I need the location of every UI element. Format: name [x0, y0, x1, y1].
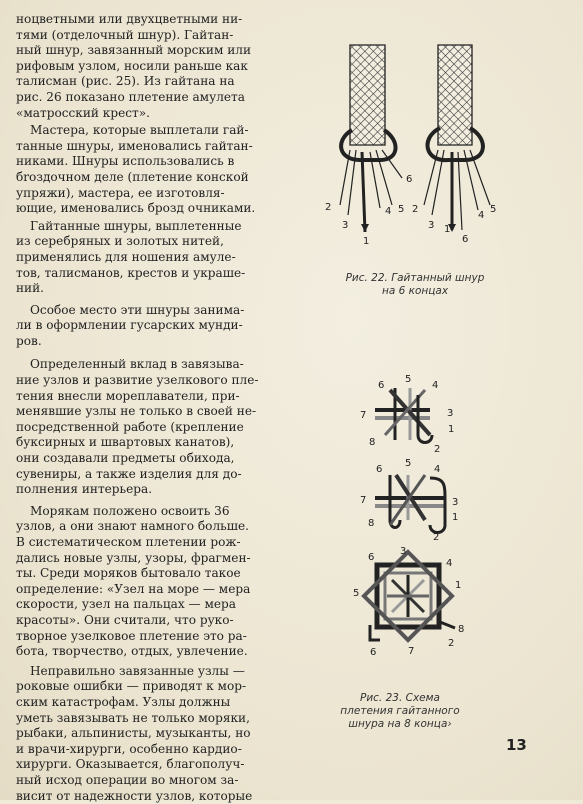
- figure-label: 8: [369, 437, 375, 448]
- text-line: бота, творчество, отдых, увлечение.: [16, 644, 271, 660]
- text-line: роковые ошибки — приводят к мор-: [16, 679, 271, 695]
- text-line: ющие, именовались брозд очниками.: [16, 201, 271, 217]
- figure-22-caption-line-2: на 6 концах: [330, 285, 500, 298]
- text-line: В систематическом плетении рож-: [16, 535, 271, 551]
- figure-22-left-labels: [325, 174, 412, 247]
- figure-label: 3: [342, 220, 348, 231]
- text-line: Морякам положено освоить 36: [16, 504, 271, 520]
- text-line: хирурги. Оказывается, благополуч-: [16, 757, 271, 773]
- figure-label: 7: [360, 410, 366, 421]
- text-line: Неправильно завязанные узлы —: [16, 664, 271, 680]
- text-line: ный исход операции во многом за-: [16, 773, 271, 789]
- figure-23-step-1-labels: [360, 374, 454, 455]
- text-line: ским катастрофам. Узлы должны: [16, 695, 271, 711]
- text-line: упряжи), мастера, ее изготовля-: [16, 186, 271, 202]
- text-line: уметь завязывать не только моряки,: [16, 711, 271, 727]
- figure-label: 5: [405, 374, 411, 385]
- figure-label: 5: [405, 458, 411, 469]
- text-line: сувениры, а также изделия для до-: [16, 467, 271, 483]
- figure-23-caption-line-3: шнура на 8 конца›: [330, 718, 470, 731]
- figure-22-right-cord: [424, 45, 490, 232]
- figure-label: 6: [378, 380, 384, 391]
- text-line: дались новые узлы, узоры, фрагмен-: [16, 551, 271, 567]
- text-line: буксирных и швартовых канатов),: [16, 435, 271, 451]
- figure-label: 2: [448, 638, 454, 649]
- figure-22-caption-line-1: Рис. 22. Гайтанный шнур: [330, 272, 500, 285]
- figure-label: 1: [452, 512, 458, 523]
- figure-label: 4: [432, 380, 438, 391]
- text-line: Определенный вклад в завязыва-: [16, 357, 271, 373]
- figure-22-caption: [330, 272, 500, 298]
- text-line: ний.: [16, 281, 271, 297]
- figure-label: 4: [446, 558, 452, 569]
- figure-label: 6: [370, 647, 376, 658]
- figure-label: 5: [490, 204, 496, 215]
- figure-label: 7: [360, 495, 366, 506]
- figure-23-step-3: [364, 552, 455, 640]
- text-line: Мастера, которые выплетали гай-: [16, 123, 271, 139]
- text-line: ный шнур, завязанный морским или: [16, 43, 271, 59]
- figure-label: 3: [428, 220, 434, 231]
- text-line: бroздочном деле (плетение конской: [16, 170, 271, 186]
- figure-label: 2: [412, 204, 418, 215]
- figure-label: 3: [400, 546, 406, 557]
- text-line: Особое место эти шнуры занима-: [16, 303, 271, 319]
- figure-label: 8: [458, 624, 464, 635]
- text-line: менявшие узлы не только в своей не-: [16, 404, 271, 420]
- figure-label: 1: [363, 236, 369, 247]
- text-line: висит от надежности узлов, которые: [16, 789, 271, 804]
- figure-label: 4: [478, 210, 484, 221]
- text-line: Гайтанные шнуры, выплетенные: [16, 219, 271, 235]
- text-line: из серебряных и золотых нитей,: [16, 234, 271, 250]
- figure-label: 6: [376, 464, 382, 475]
- figure-22-left-cord: [340, 45, 402, 232]
- figure-label: 8: [368, 518, 374, 529]
- text-line: талисман (рис. 25). Из гайтана на: [16, 74, 271, 90]
- figure-label: 5: [398, 204, 404, 215]
- text-line: полнения интерьера.: [16, 482, 271, 498]
- text-line: ров.: [16, 334, 271, 350]
- text-line: и врачи-хирурги, особенно кардио-: [16, 742, 271, 758]
- figure-label: 1: [448, 424, 454, 435]
- text-line: творное узелковое плетение это ра-: [16, 629, 271, 645]
- figure-label: 4: [385, 206, 391, 217]
- text-line: никами. Шнуры использовались в: [16, 154, 271, 170]
- text-line: тями (отделочный шнур). Гайтан-: [16, 28, 271, 44]
- text-line: они создавали предметы обихода,: [16, 451, 271, 467]
- text-line: «матросский крест».: [16, 106, 271, 122]
- text-line: тения внесли мореплаватели, при-: [16, 389, 271, 405]
- text-line: применялись для ношения амуле-: [16, 250, 271, 266]
- figure-23-step-1: [375, 388, 432, 443]
- figure-label: 6: [406, 174, 412, 185]
- figure-23-caption-line-2: плетения гайтанного: [330, 705, 470, 718]
- figure-23-caption: [330, 692, 470, 731]
- text-line: рыбаки, альпинисты, музыканты, но: [16, 726, 271, 742]
- figure-label: 2: [433, 532, 439, 543]
- figure-label: 6: [462, 234, 468, 245]
- figure-label: 7: [408, 646, 414, 657]
- figure-23-step-2: [375, 475, 445, 533]
- figure-label: 2: [434, 444, 440, 455]
- figure-label: 6: [368, 552, 374, 563]
- figure-23-caption-line-1: Рис. 23. Схема: [330, 692, 470, 705]
- figure-label: 4: [434, 464, 440, 475]
- text-line: танные шнуры, именовались гайтан-: [16, 139, 271, 155]
- text-line: скорости, узел на пальцах — мера: [16, 597, 271, 613]
- figure-label: 5: [353, 588, 359, 599]
- text-line: узлов, а они знают намного больше.: [16, 519, 271, 535]
- text-line: ноцветными или двухцветными ни-: [16, 12, 271, 28]
- text-line: рифовым узлом, носили раньше как: [16, 59, 271, 75]
- figure-label: 2: [325, 202, 331, 213]
- text-line: красоты». Они считали, что руко-: [16, 613, 271, 629]
- text-line: тов, талисманов, крестов и украше-: [16, 266, 271, 282]
- text-line: посредственной работе (крепление: [16, 420, 271, 436]
- figure-label: 1: [455, 580, 461, 591]
- text-line: рис. 26 показано плетение амулета: [16, 90, 271, 106]
- figure-label: 3: [452, 497, 458, 508]
- text-line: определение: «Узел на море — мера: [16, 582, 271, 598]
- text-line: ты. Среди моряков бытовало такое: [16, 566, 271, 582]
- text-line: ние узлов и развитие узелкового пле-: [16, 373, 271, 389]
- figure-label: 3: [447, 408, 453, 419]
- text-line: ли в оформлении гусарских мунди-: [16, 318, 271, 334]
- page-number: 13: [506, 736, 527, 754]
- figure-label: 1: [444, 224, 450, 235]
